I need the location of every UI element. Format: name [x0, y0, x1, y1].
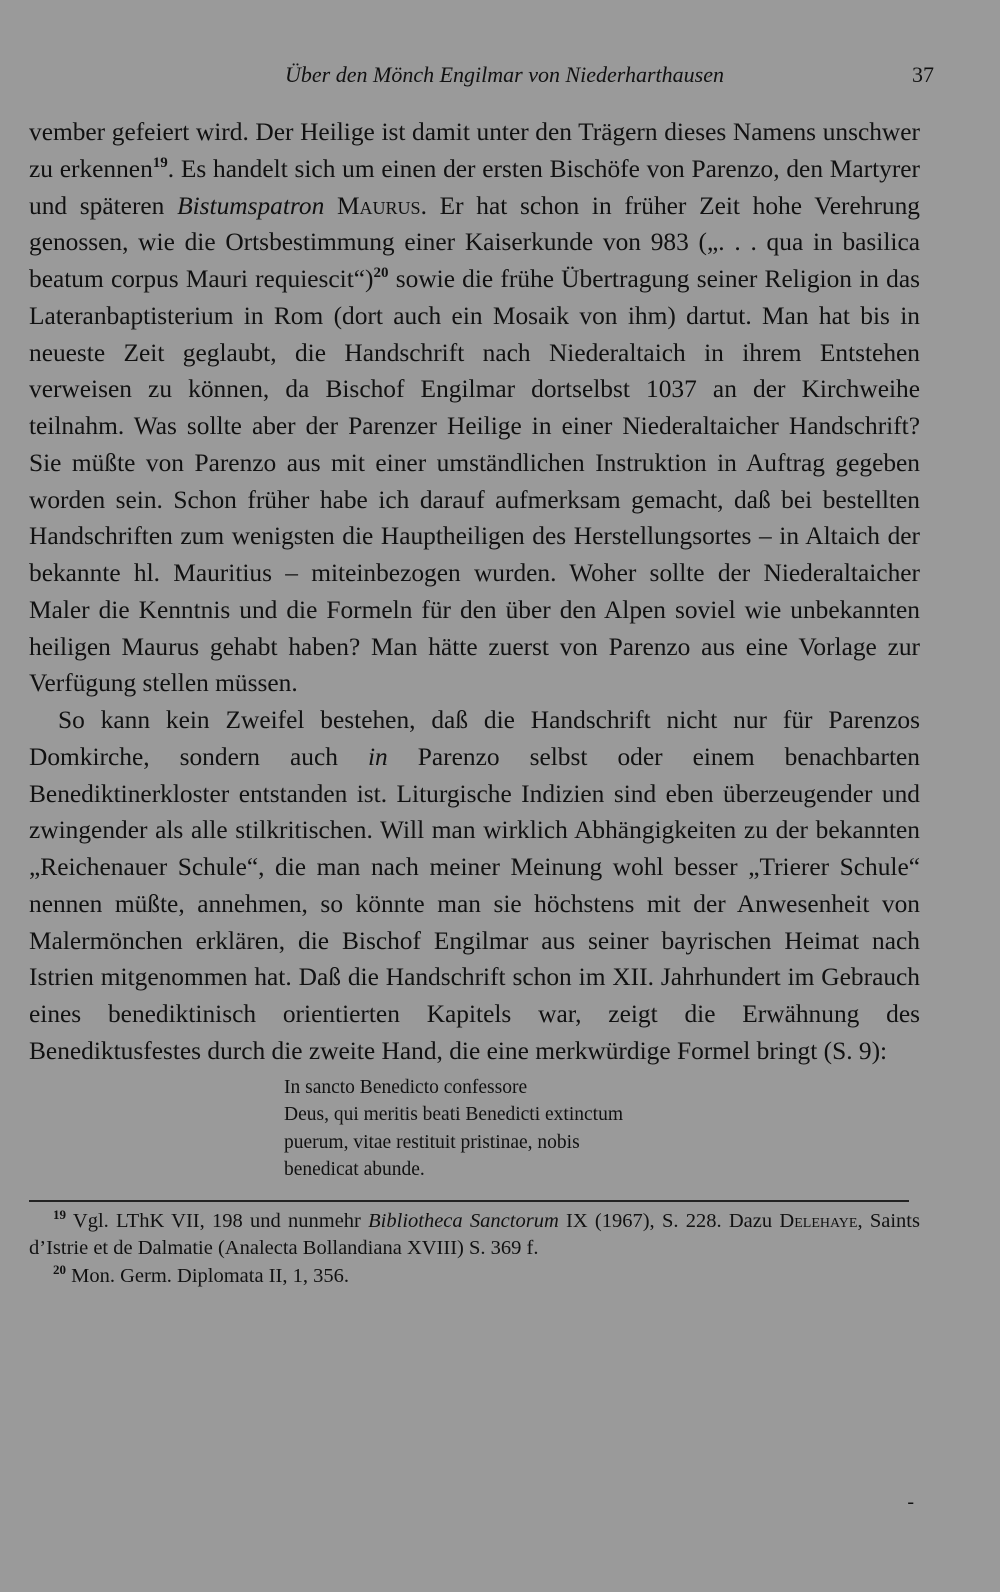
italic-term: in	[367, 742, 388, 771]
footnote-separator	[29, 1200, 909, 1202]
quote-line: puerum, vitae restituit pristinae, nobis	[284, 1131, 580, 1153]
quote-line: In sancto Benedicto confessore	[284, 1076, 528, 1098]
paragraph-1: vember gefeiert wird. Der Heilige ist damit unter den Trägern dieses Namens unschwer zu erkennen$^{19}$. Es handelt sich um einen der ersten Bischöfe von Parenzo, den Martyrer und späteren Bistumspatron Maurus. Er hat schon in früher Zeit hohe Verehrung genossen, wie die Ortsbestimmung einer Kaiserkunde von 983 („. . . qua in basilica beatum corpus Mauri requiescit“)$^{20}$ sowie die frühe Übertragung seiner Religion in das Lateranbaptisterium in Rom (dort auch ein Mosaik von ihm) dartut. Man hat bis in neueste Zeit geglaubt, die Handschrift nach Niederaltaich in ihrem Entstehen verweisen zu können, da Bischof Engilmar dortselbst 1037 an der Kirchweihe teilnahm. Was sollte aber der Parenzer Heilige in einer Niederaltaicher Handschrift? Sie müßte von Parenzo aus mit einer umständlichen Instruktion in Auftrag gegeben worden sein. Schon früher habe ich darauf aufmerksam gemacht, daß bei bestellten Handschriften zum wenigsten die Hauptheiligen des Herstellungsortes – in Altaich der bekannte hl. Mauritius – miteinbezogen wurden. Woher sollte der Niederaltaicher Maler die Kenntnis und die Formeln für den über den Alpen soviel wie unbekannten heiligen Maurus gehabt haben? Man hätte zuerst von Parenzo aus eine Vorlage zur Verfügung stellen müssen.	[29, 118, 921, 698]
footnote-ref-20[interactable]: 20	[373, 265, 389, 281]
footnote-number: 20	[53, 1261, 66, 1277]
italic-title: Bibliotheca Sanctorum	[368, 1209, 559, 1232]
small-caps-author: Delehaye	[779, 1209, 858, 1232]
page-number: 37	[912, 62, 934, 87]
italic-term: Bistumspatron	[177, 191, 325, 220]
footnote-20: $^{20}$ Mon. Germ. Diplomata II, 1, 356.	[53, 1261, 349, 1287]
running-head	[29, 62, 934, 98]
running-title: Über den Mönch Engilmar von Niederharthausen	[285, 62, 724, 87]
quote-line: Deus, qui meritis beati Benedicti extinctum	[284, 1104, 624, 1125]
latin-quotation	[284, 1074, 920, 1184]
footnote-number: 19	[53, 1206, 66, 1222]
small-caps-name: Maurus	[336, 191, 421, 220]
paragraph-2: So kann kein Zweifel bestehen, daß die Handschrift nicht nur für Parenzos Domkirche, sondern auch in Parenzo selbst oder einem benachbarten Benediktinerkloster entstanden ist. Liturgische Indizien sind eben überzeugender und zwingender als alle stilkritischen. Will man wirklich Abhängigkeiten zu der bekannten „Reichenauer Schule“, die man nach meiner Meinung wohl besser „Trierer Schule“ nennen müßte, annehmen, so könnte man sie höchstens mit der Anwesenheit von Malermönchen erklären, die Bischof Engilmar aus seiner bayrischen Heimat nach Istrien mitgenommen hat. Daß die Handschrift schon im XII. Jahrhundert im Gebrauch eines benediktinisch orientierten Kapitels war, zeigt die Erwähnung des Benediktusfestes durch die zweite Hand, die eine merkwürdige Formel bringt (S. 9):	[29, 706, 920, 1065]
footnote-ref-19[interactable]: 19	[152, 154, 168, 171]
margin-mark: -	[907, 1491, 914, 1513]
footnote-19: $^{19}$ Vgl. LThK VII, 198 und nunmehr Bibliotheca Sanctorum IX (1967), S. 228. Dazu Delehaye, Saints d’Istrie et de Dalmatie (Analecta Bollandiana XVIII) S. 369 f.	[29, 1206, 920, 1259]
quote-line: benedicat abunde.	[284, 1159, 425, 1180]
